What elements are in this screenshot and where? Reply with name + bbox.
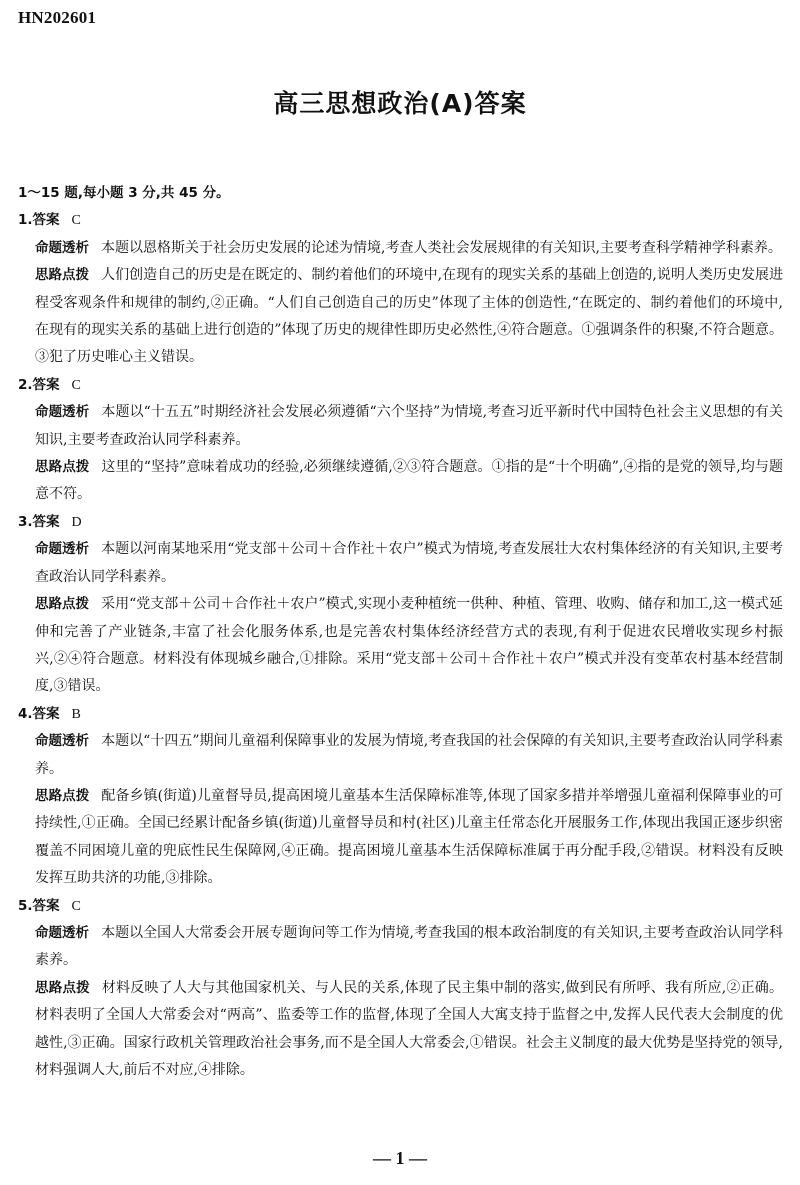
- question-1-analysis: [18, 235, 783, 262]
- analysis-text: 本题以全国人大常委会开展专题询问等工作为情境,考查我国的根本政治制度的有关知识,主要考查政治认同学科素养。: [35, 924, 784, 969]
- question-3-analysis: [18, 536, 783, 591]
- analysis-label: 命题透析: [35, 239, 89, 256]
- question-number: 1.: [18, 212, 33, 229]
- question-2-analysis: [18, 399, 783, 454]
- answer-label: 答案: [32, 705, 60, 722]
- question-3-header: [18, 509, 783, 536]
- answer-value: C: [71, 898, 81, 914]
- guide-label: 思路点拨: [35, 787, 90, 804]
- answer-label: 答案: [32, 897, 60, 914]
- question-number: 3.: [18, 513, 33, 530]
- analysis-text: 本题以“十四五”期间儿童福利保障事业的发展为情境,考查我国的社会保障的有关知识,主要考查政治认同学科素养。: [35, 733, 783, 777]
- question-1-header: [18, 207, 783, 234]
- analysis-label: 命题透析: [35, 404, 90, 421]
- document-code: HN202601: [18, 8, 97, 27]
- analysis-label: 命题透析: [35, 541, 90, 558]
- answer-value: C: [71, 213, 81, 229]
- question-1-guide: [18, 262, 783, 372]
- question-3-guide: [18, 591, 783, 701]
- guide-text: 这里的“坚持”意味着成功的经验,必须继续遵循,②③符合题意。①指的是“十个明确”,④指的是党的领导,均与题意不符。: [35, 459, 783, 503]
- question-4-analysis: [18, 728, 783, 783]
- answer-label: 答案: [32, 513, 60, 530]
- answer-label: 答案: [32, 212, 60, 229]
- guide-label: 思路点拨: [35, 459, 90, 476]
- question-5-guide: [18, 975, 783, 1085]
- answer-value: B: [71, 706, 81, 722]
- answer-label: 答案: [32, 376, 60, 393]
- question-number: 2.: [18, 376, 33, 393]
- question-number: 5.: [18, 897, 33, 914]
- guide-text: 材料反映了人大与其他国家机关、与人民的关系,体现了民主集中制的落实,做到民有所呼、我有所应,②正确。材料表明了全国人大常委会对“两高”、监委等工作的监督,体现了全国人大寓支持于监督之中,发挥人民代表大会制度的优越性,③正确。国家行政机关管理政治社会事务,而不是全国人大常委会,①错误。社会主义制度的最大优势是坚持党的领导,材料强调人大,前后不对应,④排除。: [35, 979, 783, 1078]
- analysis-label: 命题透析: [35, 924, 90, 941]
- page-title: 高三思想政治(A)答案: [273, 89, 527, 118]
- question-5-analysis: [18, 920, 783, 975]
- analysis-text: 本题以“十五五”时期经济社会发展必须遵循“六个坚持”为情境,考查习近平新时代中国特色社会主义思想的有关知识,主要考查政治认同学科素养。: [35, 404, 784, 448]
- guide-text: 人们创造自己的历史是在既定的、制约着他们的环境中,在现有的现实关系的基础上创造的,说明人类历史发展进程受客观条件和规律的制约,②正确。“人们自己创造自己的历史”体现了主体的创造性,“在既定的、制约着他们的环境中,在现有的现实关系的基础上进行创造的”体现了历史的规律性即历史必然性,④符合题意。①强调条件的积聚,不符合题意。③犯了历史唯心主义错误。: [35, 267, 784, 366]
- question-2-header: [18, 372, 783, 399]
- analysis-text: 本题以河南某地采用“党支部＋公司＋合作社＋农户”模式为情境,考查发展壮大农村集体经济的有关知识,主要考查政治认同学科素养。: [35, 541, 783, 585]
- guide-label: 思路点拨: [35, 596, 90, 613]
- guide-text: 配备乡镇(街道)儿童督导员,提高困境儿童基本生活保障标准等,体现了国家多措并举增强儿童福利保障事业的可持续性,①正确。全国已经累计配备乡镇(街道)儿童督导员和村(社区)儿童主任常态化开展服务工作,体现出我国正逐步织密覆盖不同困境儿童的兜底性民生保障网,④正确。提高困境儿童基本生活保障标准属于再分配手段,②错误。材料没有反映发挥互助共济的功能,③排除。: [35, 787, 783, 887]
- question-4-header: [18, 701, 783, 728]
- analysis-text: 本题以恩格斯关于社会历史发展的论述为情境,考查人类社会发展规律的有关知识,主要考查科学精神学科素养。: [101, 239, 782, 256]
- question-5-header: [18, 893, 783, 920]
- analysis-label: 命题透析: [35, 733, 90, 750]
- question-number: 4.: [18, 705, 33, 722]
- answer-value: C: [71, 377, 81, 393]
- guide-text: 采用“党支部＋公司＋合作社＋农户”模式,实现小麦种植统一供种、种植、管理、收购、储存和加工,这一模式延伸和完善了产业链条,丰富了社会化服务体系,也是完善农村集体经济经营方式的表现,有利于促进农民增收实现乡村振兴,②④符合题意。材料没有体现城乡融合,①排除。采用“党支部＋公司＋合作社＋农户”模式并没有变革农村基本经营制度,③错误。: [35, 596, 783, 695]
- guide-label: 思路点拨: [35, 979, 90, 996]
- question-4-guide: [18, 783, 783, 893]
- section-intro: 1～15 题,每小题 3 分,共 45 分。: [18, 185, 230, 201]
- question-2-guide: [18, 454, 783, 509]
- answer-content: [18, 180, 783, 1084]
- page-number: — 1 —: [373, 1148, 427, 1168]
- guide-label: 思路点拨: [35, 267, 90, 284]
- answer-value: D: [71, 514, 82, 530]
